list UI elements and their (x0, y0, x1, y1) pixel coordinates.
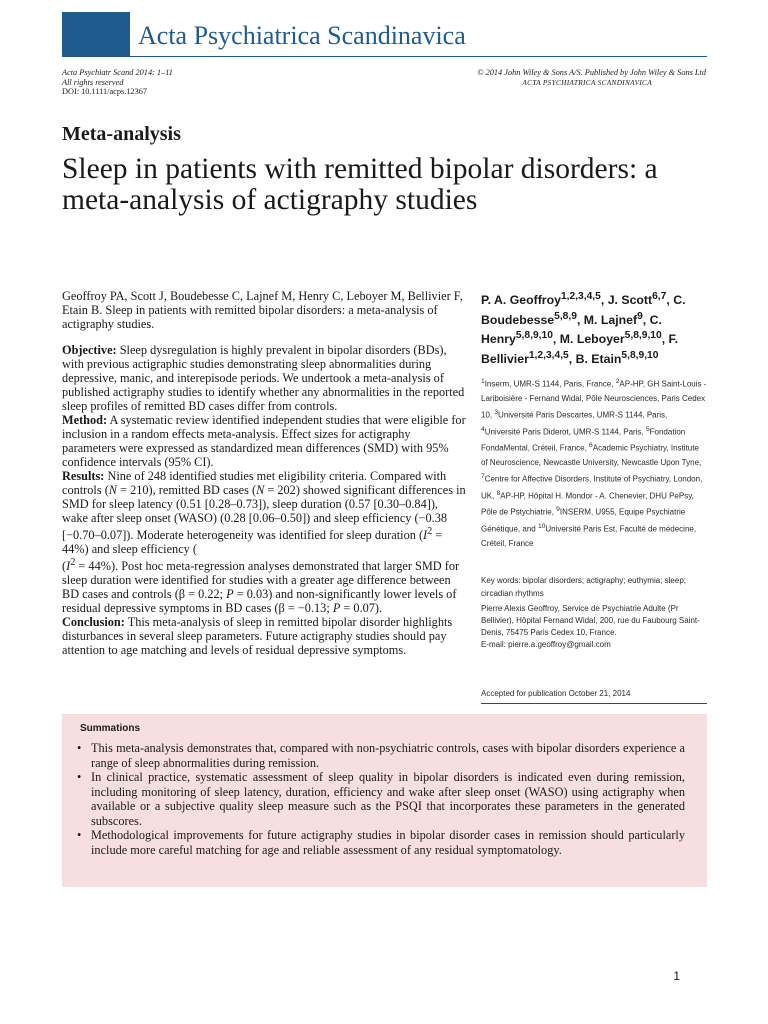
method-text: A systematic review identified independent studies that were eligible for inclusion in a random effects meta-analysis. Effect sizes for actigraphy parameters were expressed as standardized mean differences (SMD) with 95% confidence intervals (95% CI). (62, 413, 466, 469)
doi[interactable]: DOI: 10.1111/acps.12367 (62, 87, 148, 96)
affil-number: 10 (537, 522, 546, 530)
results-text: = 44%) and sleep efficiency ( (62, 528, 443, 557)
author-affil-ref: 5,8,9,10 (624, 330, 662, 342)
journal-title: Acta Psychiatrica Scandinavica (138, 21, 466, 50)
correspondence (481, 603, 707, 651)
affil-text: INSERM, U955, Equipe Psychiatrie Génétique, and (481, 507, 686, 534)
author-affil-ref: 9 (637, 310, 643, 322)
abstract-reference: Geoffroy PA, Scott J, Boudebesse C, Lajnef M, Henry C, Leboyer M, Bellivier F, Etain B. Sleep in patients with remitted bipolar disorders: a meta-analysis of actigraphy studies. (62, 289, 463, 331)
keywords: Key words: bipolar disorders; actigraphy; euthymia; sleep; circadian rhythms (481, 576, 686, 598)
affil-text: Fondation FondaMental, Créteil, France, (481, 427, 686, 453)
results-text: = 0.07). (340, 601, 383, 616)
author-name[interactable]: , M. Leboyer (552, 332, 625, 347)
affil-number: 4 (481, 425, 485, 433)
affil-number: 9 (556, 506, 560, 514)
section-label: Meta-analysis (62, 123, 181, 145)
results-label: Results: (62, 469, 105, 483)
list-item: • In clinical practice, systematic assessment of sleep quality in bipolar disorders is indicated even during remission, including monitoring of sleep latency, duration, efficiency and wake after sleep onset (WASO) using actigraphy when available or a subjective quality sleep measure such as the PSQI that incorporates these parameters in the generated subscores. (75, 770, 685, 828)
author-affil-ref: 1,2,3,4,5 (560, 291, 601, 302)
author-affil-ref: 5,8,9,10 (621, 349, 659, 361)
author-list (481, 289, 707, 367)
results-i: I (423, 528, 428, 543)
author-affil-ref: 5,8,9 (554, 310, 577, 322)
summations-heading: Summations (80, 723, 141, 734)
affil-text: Université Paris Diderot, UMR-S 1144, Paris, (484, 427, 646, 437)
author-name[interactable]: P. A. Geoffroy (481, 293, 561, 308)
journal-title-box (130, 12, 707, 57)
results-text: = 202) showed significant differences in SMD for sleep latency (0.51 [0.28–0.73]), sleep duration (0.57 [0.30–0.84]), wake after sleep onset (WASO) (0.28 [0.06–0.50]) and sleep efficiency (−0.38 [−0.70–0.07]). Moderate heterogeneity was identified for sleep duration ( (62, 483, 466, 543)
affil-number: 5 (645, 425, 650, 433)
affil-text: AP-HP, Hôpital H. Mondor - A. Chenevier, DHU PePsy, Pôle de Pstychiatrie, (481, 491, 694, 517)
author-name[interactable]: , J. Scott (600, 293, 653, 308)
conclusion-text: This meta-analysis of sleep in remitted bipolar disorder highlights disturbances in several sleep parameters. Future actigraphy studies should pay attention to age matching and levels of residual depressive symptoms. (62, 615, 453, 658)
affil-text: AP-HP, GH Saint-Louis - Lariboisière - Fernand Widal, Pôle Neurosciences, Paris Cedex 10, (481, 380, 707, 420)
author-name[interactable]: , C. Boudebesse (481, 293, 686, 327)
results-p: P (226, 587, 234, 602)
column-divider (481, 703, 707, 704)
citation-right (477, 68, 706, 87)
list-item: • This meta-analysis demonstrates that, compared with non-psychiatric controls, cases with bipolar disorders experience a range of sleep abnormalities during remission. (75, 741, 685, 770)
summations-list (75, 741, 685, 857)
results-p: P (332, 601, 341, 616)
journal-header-band (62, 12, 707, 57)
affil-text: Inserm, UMR-S 1144, Paris, France, (484, 380, 616, 390)
author-column (481, 289, 707, 551)
results-n: N (108, 483, 117, 497)
results-text: = 210), remitted BD cases ( (117, 483, 257, 497)
affil-number: 8 (496, 489, 501, 497)
results-n: N (256, 483, 265, 497)
copyright-notice: © 2014 John Wiley & Sons A/S. Published by John Wiley & Sons Ltd (477, 68, 706, 77)
results-text: = 44%). Post hoc meta-regression analyses demonstrated that larger SMD for sleep duration were identified for studies with a greater age difference between BD cases and controls (β = 0.22; (62, 559, 460, 602)
conclusion-label: Conclusion: (62, 615, 125, 630)
affiliations (481, 375, 707, 550)
correspondence-address: Pierre Alexis Geoffroy, Service de Psychiatrie Adulte (Pr Bellivier), Hôpital Fernand Widal, 200, rue du Faubourg Saint-Denis, 75475 Paris Cedex 10, France. (481, 604, 700, 637)
abstract-results: Results: Nine of 248 identified studies met eligibility criteria. Compared with controls (N = 210), remitted BD cases (N = 202) showed significant differences in SMD for sleep latency (0.51 [0.28–0.73]), sleep duration (0.57 [0.30–0.84]), wake after sleep onset (WASO) (0.28 [0.06–0.50]) and sleep efficiency (−0.38 [−0.70–0.07]). Moderate heterogeneity was identified for sleep duration $(I^2 = 44\%)$ and sleep efficiency ( $(I^2 = 44\%)$. Post hoc meta-regression analyses demonstrated that larger SMD for sleep duration were identified for studies with a greater age difference between BD cases and controls (β = 0.22; P = 0.03) and non-significantly lower levels of residual depressive symptoms in BD cases (β = −0.13; P = 0.07). (62, 469, 466, 616)
abstract-column (62, 289, 467, 657)
affil-number: 3 (494, 409, 499, 417)
affil-number: 7 (481, 473, 485, 480)
abstract-objective (62, 343, 467, 413)
affil-number: 6 (589, 442, 593, 450)
results-i: I (66, 559, 71, 574)
rights-notice: All rights reserved (62, 77, 124, 87)
author-affil-ref: 1,2,3,4,5 (528, 349, 569, 361)
author-name[interactable]: , B. Etain (568, 351, 622, 366)
results-text: Nine of 248 identified studies met eligibility criteria. Compared with controls ( (62, 469, 447, 497)
summations-box (62, 714, 707, 887)
list-item: • Methodological improvements for future actigraphy studies in bipolar disorder cases in remission should particularly include more careful matching for age and reliable assessment of any residual symptomatology. (75, 828, 685, 857)
correspondence-email[interactable]: E-mail: pierre.a.geoffroy@gmail.com (481, 640, 611, 649)
objective-label: Objective: (62, 343, 117, 357)
affil-text: Centre for Affective Disorders, Institute of Psychiatry, London, UK, (481, 474, 703, 501)
author-name[interactable]: , F. Bellivier (481, 332, 679, 366)
affil-text: Université Paris Descartes, UMR-S 1144, Paris, (498, 410, 668, 420)
author-affil-ref: 6,7 (652, 291, 667, 302)
abstract-conclusion (62, 615, 467, 657)
author-affil-ref: 5,8,9,10 (515, 330, 553, 342)
affil-text: Academic Psychiatry, Institute of Neuroscience, Newcastle University, Newcastle Upon Tyne, (481, 444, 702, 467)
author-name[interactable]: , C. Henry (481, 312, 662, 347)
results-sup: 2 (427, 526, 433, 537)
citation-left (62, 68, 173, 97)
journal-reference: Acta Psychiatr Scand 2014: 1–11 (62, 68, 173, 77)
article-title: Sleep in patients with remitted bipolar disorders: a meta-analysis of actigraphy studies (62, 153, 658, 216)
method-label: Method: (62, 413, 108, 427)
affil-text: Université Paris Est, Faculté de médecine, Créteil, France (481, 524, 697, 548)
objective-text: Sleep dysregulation is highly prevalent in bipolar disorders (BDs), with previous actigraphic studies demonstrating sleep abnormalities during depressive, manic, and interepisode periods. We undertook a meta-analysis of published actigraphy studies to identify whether any abnormalities in the reported sleep profiles of remitted BD cases differ from controls. (62, 343, 465, 413)
results-text: = 0.03) and non-significantly lower levels of residual depressive symptoms in BD cases (β = −0.13; (62, 587, 457, 616)
abstract-method (62, 413, 467, 469)
affil-number: 1 (481, 378, 485, 386)
affil-number: 2 (615, 378, 620, 386)
journal-caps: ACTA PSYCHIATRICA SCANDINAVICA (522, 77, 652, 87)
page-number: 1 (673, 969, 680, 983)
author-name[interactable]: , M. Lajnef (576, 312, 638, 327)
accepted-date: Accepted for publication October 21, 2014 (481, 689, 631, 698)
results-sup: 2 (70, 557, 76, 569)
